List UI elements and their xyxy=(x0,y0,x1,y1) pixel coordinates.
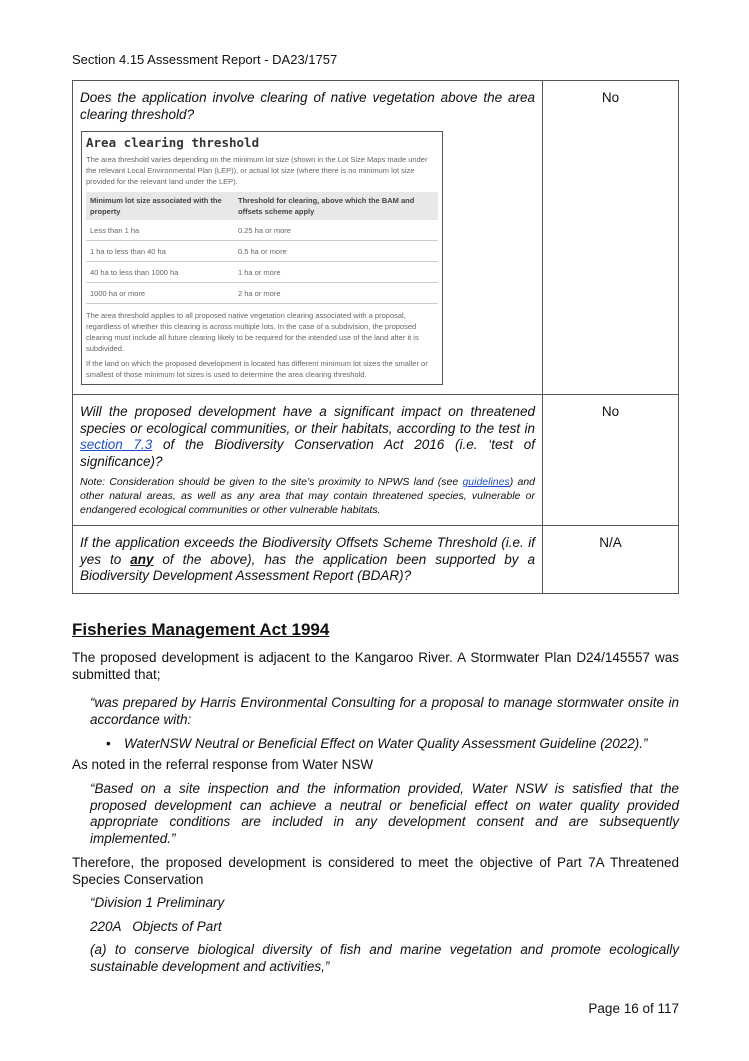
threshold-cell: 40 ha to less than 1000 ha xyxy=(86,262,234,283)
table-row xyxy=(73,81,679,395)
answer-text: N/A xyxy=(599,535,622,550)
answer-cell xyxy=(543,526,679,594)
section-body xyxy=(72,650,679,975)
answer-cell xyxy=(543,395,679,526)
excerpt-intro: The area threshold varies depending on the minimum lot size (shown in the Lot Size Maps made under the relevant Local Environmental Plan (LEP)), or actual lot size (where there is no minimum lot size provided for the relevant land under the LEP). xyxy=(86,155,428,186)
answer-text: No xyxy=(601,90,620,105)
note-text-part: Note: Consideration should be given to the site’s proximity to NPWS land (see xyxy=(80,476,463,488)
question-text-part: Will the proposed development have a significant impact on threatened species or ecological communities, or their habitats, according to the test in xyxy=(80,404,535,436)
threshold-cell: 1 ha to less than 40 ha xyxy=(86,241,234,262)
excerpt-paragraph: If the land on which the proposed development is located has different minimum lot sizes the smaller or smallest of those minimum lot sizes is used to determine the area clearing threshold. xyxy=(86,359,428,379)
paragraph: Therefore, the proposed development is considered to meet the objective of Part 7A Threatened Species Conservation xyxy=(72,855,679,887)
quote-paragraph: “was prepared by Harris Environmental Consulting for a proposal to manage stormwater onsite in accordance with: xyxy=(90,695,679,727)
paragraph: The proposed development is adjacent to the Kangaroo River. A Stormwater Plan D24/145557 was submitted that; xyxy=(72,650,679,682)
threshold-row xyxy=(86,241,438,262)
note-text-part: ) and other natural areas, as well as any area that may contain threatened species, vulnerable or endangered ecological communities or other vulnerable habitats. xyxy=(80,476,535,516)
page-number: Page 16 of 117 xyxy=(588,1001,679,1016)
question-text-part: If the application exceeds the Biodiversity Offsets Scheme Threshold (i.e. if yes to xyxy=(80,535,535,567)
list-item: • WaterNSW Neutral or Beneficial Effect on Water Quality Assessment Guideline (2022).” xyxy=(72,736,679,753)
answer-cell xyxy=(543,81,679,395)
question-text-part: of the above), has the application been supported by a Biodiversity Development Assessment Report (BDAR)? xyxy=(80,551,535,583)
question-cell xyxy=(73,526,543,594)
quote-paragraph: “Based on a site inspection and the information provided, Water NSW is satisfied that the proposed development can achieve a neutral or beneficial effect on water quality provided appropriate conditions are included in any development consent and are subsequently implemented.” xyxy=(90,781,679,846)
bullet-list xyxy=(72,736,679,753)
question-cell xyxy=(73,81,543,395)
question-text xyxy=(80,535,535,585)
excerpt-paragraph: The area threshold applies to all proposed native vegetation clearing associated with a proposal, regardless of whether this clearing is across multiple lots. In the case of a subdivision, the proposed clearing must include all future clearing likely to be required for the intended use of the land after it is subdivided. xyxy=(86,311,419,353)
emphasis-any: any xyxy=(130,551,154,567)
threshold-col-header: Threshold for clearing, above which the BAM and offsets scheme apply xyxy=(234,192,438,220)
threshold-cell: 2 ha or more xyxy=(234,283,438,304)
table-row xyxy=(73,526,679,594)
quote-paragraph: 220A Objects of Part xyxy=(90,918,222,934)
threshold-row xyxy=(86,283,438,304)
excerpt-title: Area clearing threshold xyxy=(86,135,260,150)
paragraph: As noted in the referral response from Water NSW xyxy=(72,756,374,772)
table-row xyxy=(73,395,679,526)
threshold-col-header: Minimum lot size associated with the property xyxy=(86,192,234,220)
threshold-row xyxy=(86,220,438,241)
threshold-table xyxy=(86,192,438,304)
section-7-3-link[interactable]: section 7.3 xyxy=(80,437,153,452)
threshold-cell: 1 ha or more xyxy=(234,262,438,283)
threshold-cell: 0.5 ha or more xyxy=(234,241,438,262)
threshold-cell: 1000 ha or more xyxy=(86,283,234,304)
biodiversity-checklist-table xyxy=(72,80,679,594)
threshold-cell: 0.25 ha or more xyxy=(234,220,438,241)
question-text xyxy=(80,404,535,470)
page-header: Section 4.15 Assessment Report - DA23/1757 xyxy=(72,52,338,67)
quote-paragraph: (a) to conserve biological diversity of fish and marine vegetation and promote ecologically sustainable development and activities,” xyxy=(90,942,679,974)
threshold-cell: Less than 1 ha xyxy=(86,220,234,241)
quote-paragraph: “Division 1 Preliminary xyxy=(90,895,225,910)
question-text: Does the application involve clearing of native vegetation above the area clearing threshold? xyxy=(80,90,535,122)
note-text xyxy=(80,475,535,517)
question-text-part: of the Biodiversity Conservation Act 2016 (i.e. ‘test of significance)? xyxy=(80,437,535,469)
section-heading: Fisheries Management Act 1994 xyxy=(72,620,330,639)
area-clearing-threshold-excerpt xyxy=(81,131,443,385)
guidelines-link[interactable]: guidelines xyxy=(462,476,510,488)
threshold-row xyxy=(86,262,438,283)
answer-text: No xyxy=(601,404,620,419)
question-cell xyxy=(73,395,543,526)
